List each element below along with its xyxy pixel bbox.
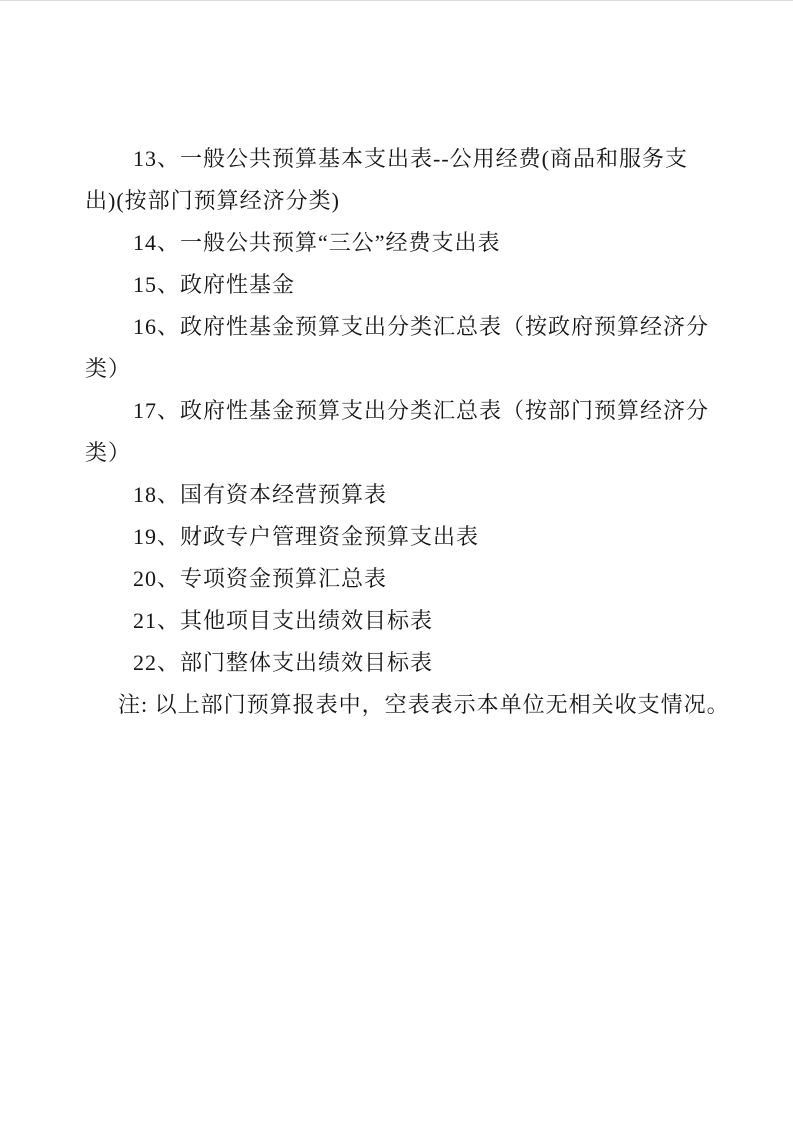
list-item-13-line-2: 出)(按部门预算经济分类) xyxy=(85,188,340,213)
list-item-19: 19、财政专户管理资金预算支出表 xyxy=(133,524,480,549)
list-item-15: 15、政府性基金 xyxy=(133,272,296,297)
list-item-21: 21、其他项目支出绩效目标表 xyxy=(133,608,434,633)
list-item-16-line-2: 类） xyxy=(85,356,132,381)
list-item-20: 20、专项资金预算汇总表 xyxy=(133,566,388,591)
note-line: 注: 以上部门预算报表中，空表表示本单位无相关收支情况。 xyxy=(118,692,730,717)
list-item-17-line-2: 类） xyxy=(85,440,132,465)
list-item-18: 18、国有资本经营预算表 xyxy=(133,482,388,507)
list-item-22: 22、部门整体支出绩效目标表 xyxy=(133,650,434,675)
document-body xyxy=(85,138,730,726)
list-item-17-line-1: 17、政府性基金预算支出分类汇总表（按部门预算经济分 xyxy=(133,398,710,423)
list-item-14: 14、一般公共预算“三公”经费支出表 xyxy=(133,230,501,255)
list-item-16-line-1: 16、政府性基金预算支出分类汇总表（按政府预算经济分 xyxy=(133,314,710,339)
list-item-13-line-1: 13、一般公共预算基本支出表--公用经费(商品和服务支 xyxy=(133,146,688,171)
